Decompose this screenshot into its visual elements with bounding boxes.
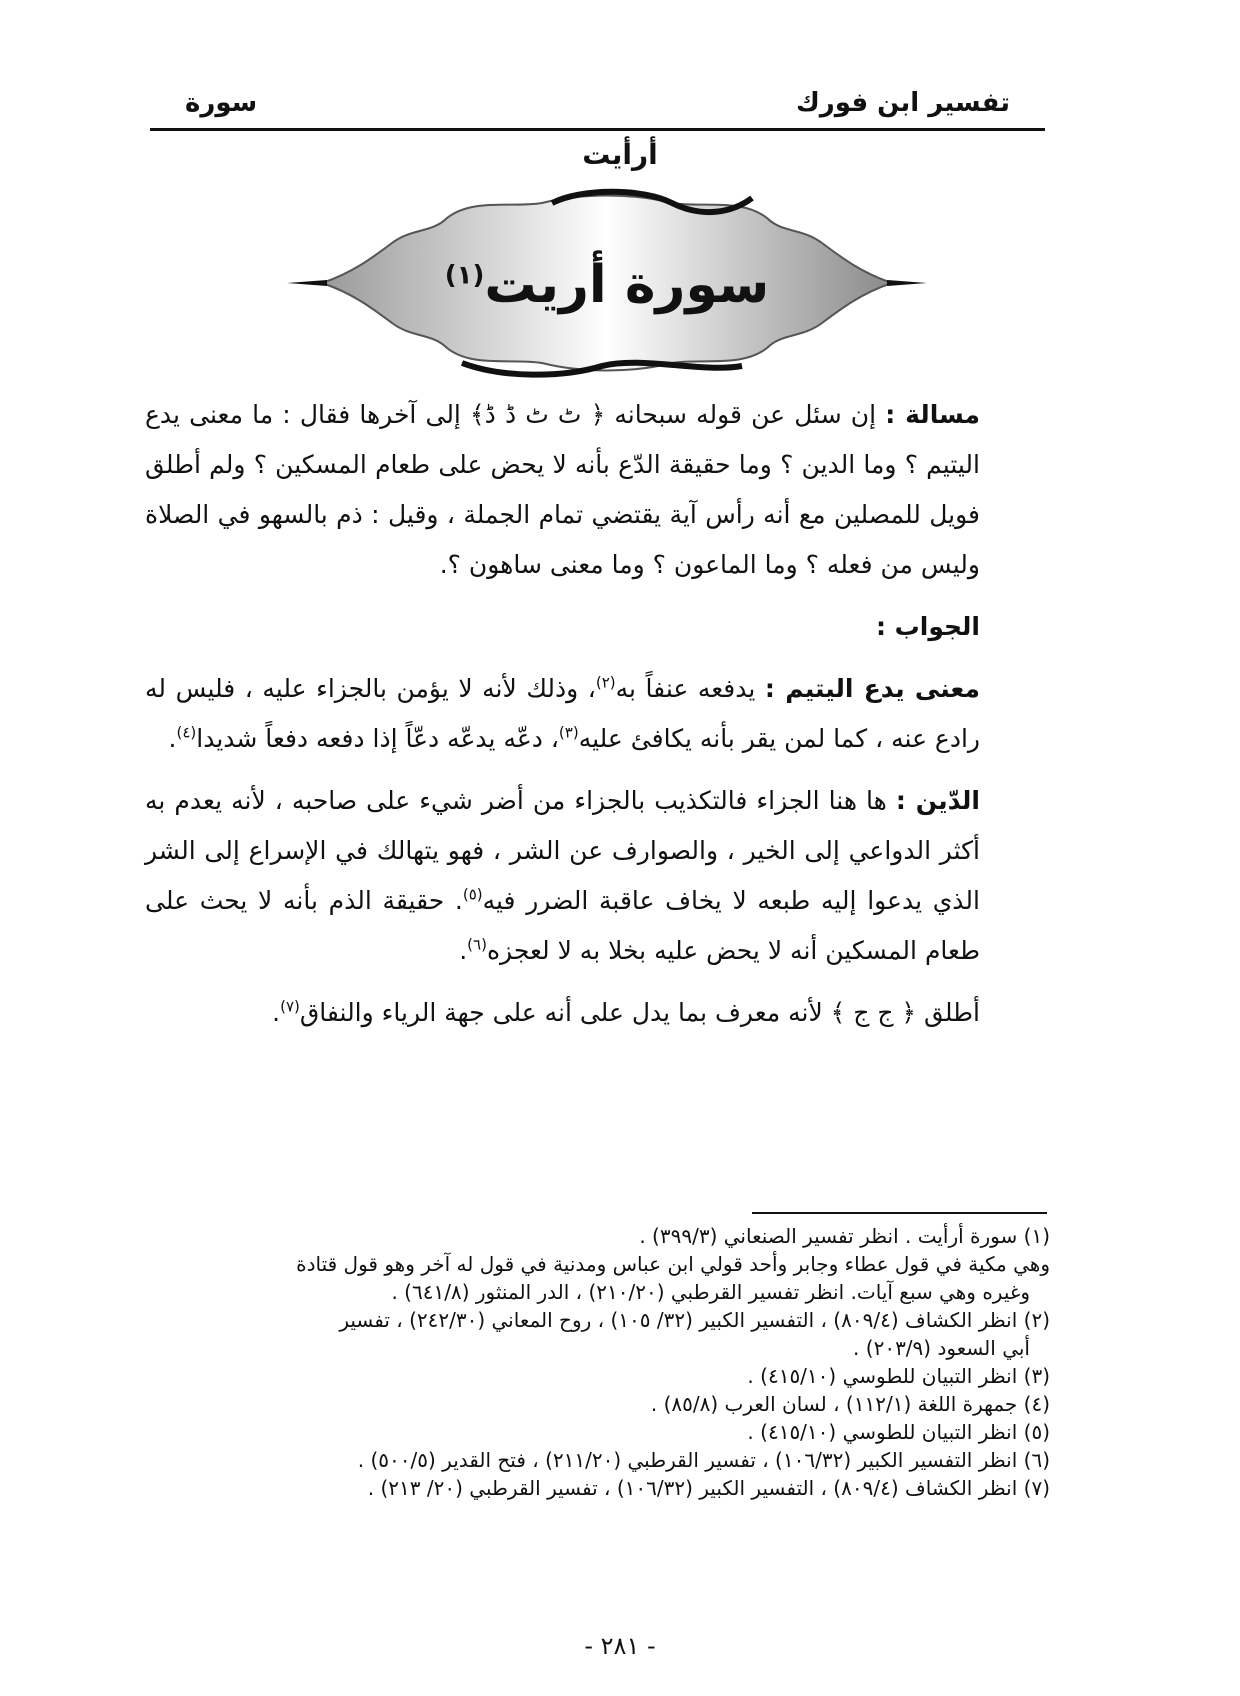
paragraph-question bbox=[145, 390, 1050, 590]
footnote-ref-3: (٣) bbox=[558, 723, 579, 742]
question-label: مسالة : bbox=[885, 400, 980, 429]
paragraph-al-din bbox=[145, 776, 1050, 976]
footnotes bbox=[145, 1222, 1050, 1502]
yatim-text-b: ، وذلك لأنه لا يؤمن بالجزاء عليه ، فليس له رادع عنه ، كما لمن يقر بأنه يكافئ عليه bbox=[145, 674, 980, 753]
footnote-5: (٥) انظر التبيان للطوسي (٤١٥/١٠) . bbox=[747, 1420, 1050, 1444]
footnote-ref-6: (٦) bbox=[467, 935, 487, 954]
banner-swirl-bottom bbox=[462, 363, 742, 375]
running-header-section: سورة bbox=[185, 88, 258, 118]
footnote-2: (٢) انظر الكشاف (٨٠٩/٤) ، التفسير الكبير (٣٢/ ١٠٥) ، روح المعاني (٢٤٢/٣٠) ، تفسير bbox=[339, 1308, 1050, 1332]
footnote-7: (٧) انظر الكشاف (٨٠٩/٤) ، التفسير الكبير (١٠٦/٣٢) ، تفسير القرطبي (٢٠/ ٢١٣) . bbox=[367, 1476, 1050, 1500]
footnote-ref-5: (٥) bbox=[462, 885, 483, 904]
footnote-3: (٣) انظر التبيان للطوسي (٤١٥/١٠) . bbox=[747, 1364, 1050, 1388]
atlaq-text-end: . bbox=[272, 998, 281, 1027]
question-text: إن سئل عن قوله سبحانه ﴿ ٹ ٹ ڈ ڈ﴾ إلى آخرها فقال : ما معنى يدع اليتيم ؟ وما الدين ؟ وما حقيقة الدّع بأنه لا يحض على طعام المسكين ؟ ولم أطلق فويل للمصلين مع أنه رأس آية يقتضي تمام الجملة ، وقيل : ذم بالسهو في الصلاة وليس من فعله ؟ وما الماعون ؟ وما معنى ساهون ؟. bbox=[145, 400, 980, 579]
yatim-text-c: ، دعّه يدعّه دعّاً إذا دفعه دفعاً شديدا bbox=[196, 724, 559, 753]
surah-banner-title bbox=[282, 255, 932, 315]
running-header-book-title: تفسير ابن فورك bbox=[795, 88, 1010, 118]
footnote-1-cont-b: وغيره وهي سبع آيات. انظر تفسير القرطبي (٢١٠/٢٠) ، الدر المنثور (٦٤١/٨) . bbox=[391, 1280, 1030, 1304]
din-text-a: ها هنا الجزاء فالتكذيب بالجزاء من أضر شيء على صاحبه ، لأنه يعدم به أكثر الدواعي إلى الخير ، والصوارف عن الشر ، فهو يتهالك في الإسراع إلى الشر الذي يدعوا إليه طبعه لا يخاف عاقبة الضرر فيه bbox=[145, 786, 980, 915]
banner-title-text: سورة أريت bbox=[484, 255, 770, 315]
yatim-text-d: . bbox=[168, 724, 177, 753]
footnote-ref-2: (٢) bbox=[595, 673, 616, 692]
paragraph-atlaq bbox=[145, 988, 1050, 1038]
footnote-1: (١) سورة أرأيت . انظر تفسير الصنعاني (٣٩٩/٣) . bbox=[639, 1224, 1050, 1248]
yatim-label: معنى يدع اليتيم : bbox=[764, 674, 981, 703]
din-text-c: . bbox=[459, 936, 468, 965]
paragraph-yadu-al-yatim bbox=[145, 664, 1050, 764]
answer-heading: الجواب : bbox=[875, 612, 980, 641]
din-text-b: . حقيقة الذم بأنه لا يحث على طعام المسكين أنه لا يحض عليه بخلا به لا لعجزه bbox=[145, 886, 980, 965]
footnote-1-cont: وهي مكية في قول عطاء وجابر وأحد قولي ابن عباس ومدنية في قول له آخر وهو قول قتادة bbox=[296, 1252, 1050, 1276]
footnote-rule bbox=[752, 1212, 1047, 1214]
header-rule bbox=[150, 128, 1045, 131]
footnote-4: (٤) جمهرة اللغة (١١٢/١) ، لسان العرب (٨٥/٨) . bbox=[650, 1392, 1050, 1416]
yatim-text-a: يدفعه عنفاً به bbox=[615, 674, 765, 703]
page-number: - ٢٨١ - bbox=[584, 1632, 656, 1660]
atlaq-text: أطلق ﴿ ج ج ﴾ لأنه معرف بما يدل على أنه على جهة الرياء والنفاق bbox=[299, 998, 980, 1027]
main-text bbox=[145, 390, 1050, 1050]
footnote-ref-7: (٧) bbox=[280, 997, 300, 1016]
din-label: الدّين : bbox=[895, 786, 980, 815]
surah-subtitle: أرأيت bbox=[582, 138, 658, 171]
footnote-6: (٦) انظر التفسير الكبير (١٠٦/٣٢) ، تفسير القرطبي (٢١١/٢٠) ، فتح القدير (٥٠٠/٥) . bbox=[357, 1448, 1050, 1472]
footnote-ref-4: (٤) bbox=[176, 723, 197, 742]
footnote-2-cont: أبي السعود (٢٠٣/٩) . bbox=[853, 1336, 1030, 1360]
banner-footnote-ref: (١) bbox=[444, 260, 485, 291]
